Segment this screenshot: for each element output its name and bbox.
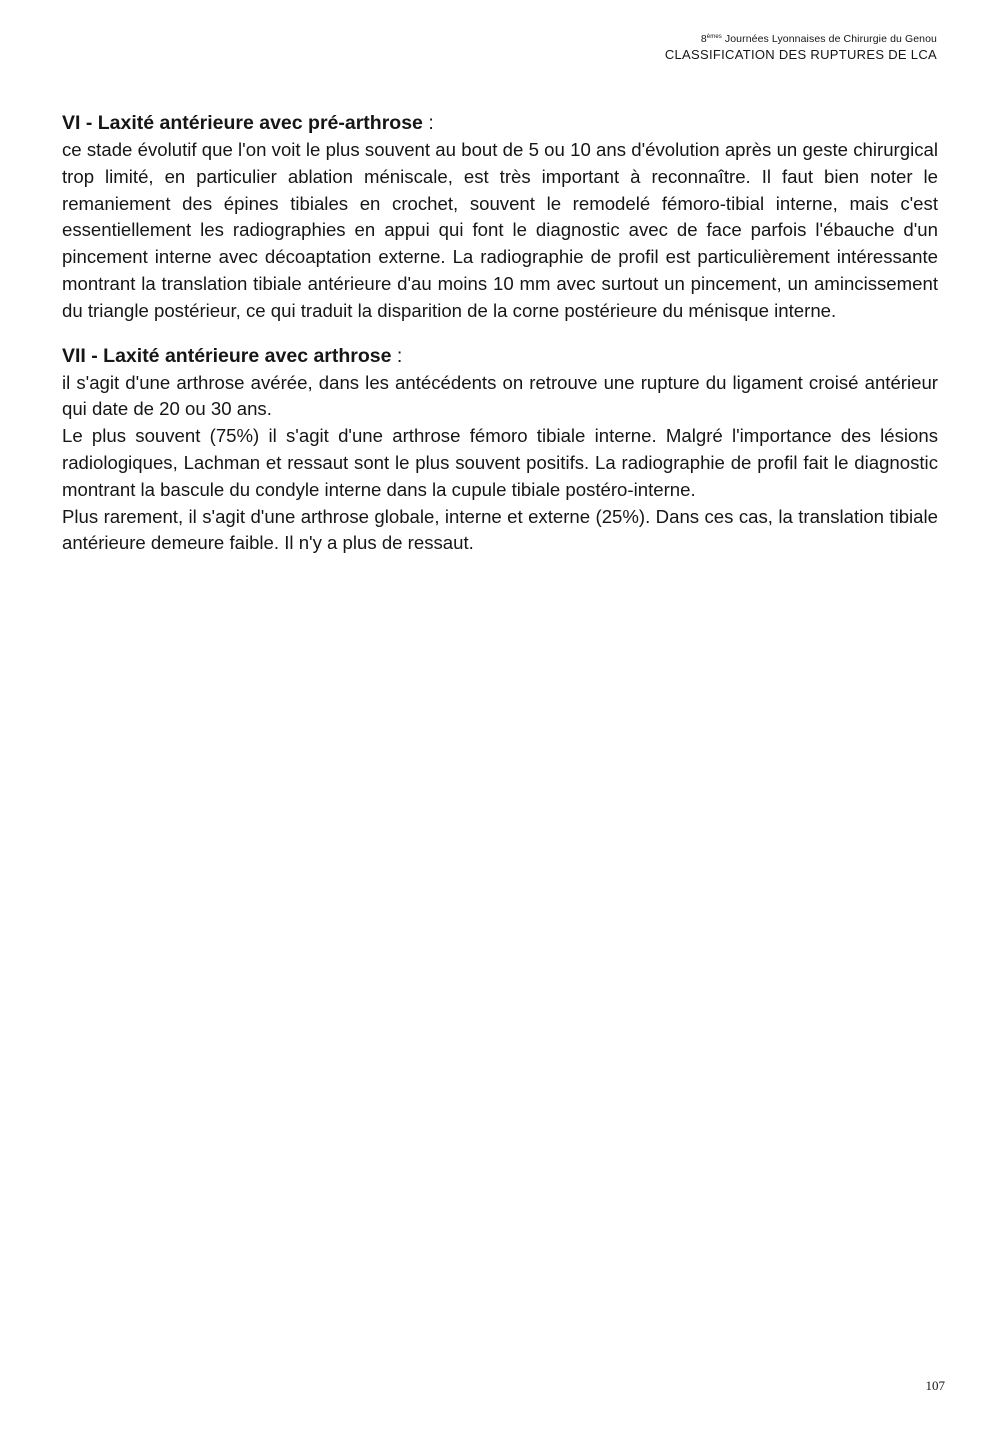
document-title: CLASSIFICATION DES RUPTURES DE LCA (664, 47, 937, 62)
heading-colon: : (391, 344, 403, 367)
conference-name (665, 30, 937, 46)
running-header (665, 30, 937, 63)
heading-title: VI - Laxité antérieure avec pré-arthrose (62, 112, 423, 134)
conference-title: Journées Lyonnaises de Chirurgie du Genou (724, 33, 937, 45)
heading-title: VII - Laxité antérieure avec arthrose (62, 344, 392, 367)
section-vii (62, 343, 938, 558)
paragraph: Le plus souvent (75%) il s'agit d'une arthrose fémoro tibiale interne. Malgré l'importance des lésions radiologiques, Lachman et ressaut sont le plus souvent positifs. La radiographie de profil fait le diagnostic montrant la bascule du condyle interne dans la cupule tibiale postéro-interne. (62, 425, 938, 500)
section-vi (62, 110, 938, 325)
main-content (62, 110, 938, 575)
section-heading (62, 343, 938, 370)
paragraph: ce stade évolutif que l'on voit le plus souvent au bout de 5 ou 10 ans d'évolution après un geste chirurgical trop limité, en particulier ablation méniscale, est très important à reconnaître. Il faut bien noter le remaniement des épines tibiales en crochet, souvent le remodelé fémoro-tibial interne, mais c'est essentiellement les radiographies en appui qui font le diagnostic avec de face parfois l'ébauche d'un pincement interne avec décoaptation externe. La radiographie de profil est particulièrement intéressante montrant la translation tibiale antérieure d'au moins 10 mm avec surtout un pincement, un amincissement du triangle postérieur, ce qui traduit la disparition de la corne postérieure du ménisque interne. (62, 139, 938, 321)
paragraph: il s'agit d'une arthrose avérée, dans les antécédents on retrouve une rupture du ligament croisé antérieur qui date de 20 ou 30 ans. (62, 371, 938, 420)
edition-suffix: èmes (706, 34, 722, 40)
heading-colon: : (422, 112, 434, 134)
paragraph: Plus rarement, il s'agit d'une arthrose globale, interne et externe (25%). Dans ces cas, la translation tibiale antérieure demeure faible. Il n'y a plus de ressaut. (62, 505, 938, 554)
edition-number: 8 (700, 33, 707, 45)
page-number: 107 (925, 1378, 945, 1393)
section-heading (62, 110, 938, 137)
